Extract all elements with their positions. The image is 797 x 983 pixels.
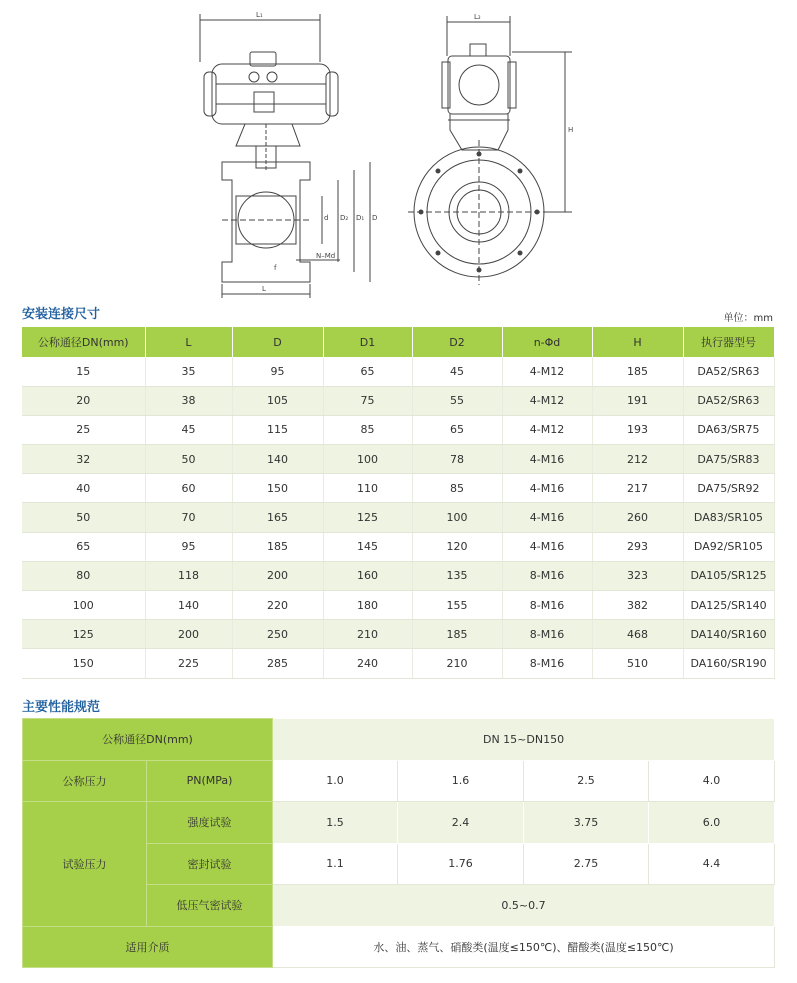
header-n-phid: n-Φd (502, 327, 592, 357)
label-n-md: N–Md (316, 252, 336, 260)
table-row (23, 926, 775, 968)
table-cell: 510 (592, 649, 683, 678)
table-row (22, 591, 774, 620)
table-cell: 185 (232, 532, 323, 561)
seal-test-label: 密封试验 (147, 843, 273, 885)
medium-value: 水、油、蒸气、硝酸类(温度≤150℃)、醋酸类(温度≤150℃) (273, 926, 775, 968)
table-cell: 115 (232, 415, 323, 444)
table-cell: 323 (592, 561, 683, 590)
table-cell: 191 (592, 386, 683, 415)
table-cell: 382 (592, 591, 683, 620)
table-cell: 45 (145, 415, 232, 444)
table-cell: 260 (592, 503, 683, 532)
label-f: f (274, 264, 277, 272)
label-l2: L₂ (474, 13, 481, 21)
strength-value: 1.5 (273, 802, 398, 844)
unit-note: 单位：mm (723, 313, 773, 324)
table-cell: 160 (323, 561, 412, 590)
seal-value: 1.76 (398, 843, 524, 885)
dn-value: DN 15~DN150 (273, 719, 775, 761)
table-cell: 20 (22, 386, 145, 415)
strength-value: 3.75 (524, 802, 649, 844)
table-cell: 4-M12 (502, 357, 592, 386)
section-title-performance: 主要性能规范 (22, 700, 101, 715)
table-cell: 55 (412, 386, 502, 415)
table-cell: 85 (412, 474, 502, 503)
dn-label: 公称通径DN(mm) (23, 719, 273, 761)
table-cell: 135 (412, 561, 502, 590)
table-cell: 118 (145, 561, 232, 590)
table-cell: DA140/SR160 (683, 620, 774, 649)
pn-value: 2.5 (524, 760, 649, 802)
section-title-dimensions: 安装连接尺寸 (22, 307, 101, 322)
table-cell: 125 (323, 503, 412, 532)
table-cell: 4-M16 (502, 532, 592, 561)
table-cell: 185 (412, 620, 502, 649)
table-cell: 140 (232, 445, 323, 474)
valve-body (222, 162, 310, 282)
table-cell: 25 (22, 415, 145, 444)
table-row (22, 415, 774, 444)
table-cell: DA75/SR92 (683, 474, 774, 503)
table-row (23, 719, 775, 761)
header-d2: D2 (412, 327, 502, 357)
table-cell: 75 (323, 386, 412, 415)
table-cell: 65 (22, 532, 145, 561)
table-cell: DA63/SR75 (683, 415, 774, 444)
table-cell: 120 (412, 532, 502, 561)
label-d2: D₂ (340, 214, 349, 222)
table-cell: 50 (145, 445, 232, 474)
table-cell: 217 (592, 474, 683, 503)
table-cell: 85 (323, 415, 412, 444)
table-cell: 65 (323, 357, 412, 386)
table-cell: 225 (145, 649, 232, 678)
table-cell: 468 (592, 620, 683, 649)
pn-value: 4.0 (649, 760, 775, 802)
table-cell: 40 (22, 474, 145, 503)
header-d1: D1 (323, 327, 412, 357)
table-cell: 15 (22, 357, 145, 386)
test-pressure-label: 试验压力 (23, 802, 147, 927)
table-cell: 220 (232, 591, 323, 620)
table-cell: 200 (232, 561, 323, 590)
label-h: H (568, 126, 574, 134)
low-pressure-value: 0.5~0.7 (273, 885, 775, 927)
table-cell: 65 (412, 415, 502, 444)
table-cell: 4-M16 (502, 445, 592, 474)
pn-value: 1.0 (273, 760, 398, 802)
table-cell: 100 (22, 591, 145, 620)
strength-test-label: 强度试验 (147, 802, 273, 844)
table-row (23, 802, 775, 844)
low-pressure-test-label: 低压气密试验 (147, 885, 273, 927)
table-cell: 32 (22, 445, 145, 474)
table-cell: 35 (145, 357, 232, 386)
pressure-label: 公称压力 (23, 760, 147, 802)
table-cell: 150 (232, 474, 323, 503)
table-cell: DA52/SR63 (683, 357, 774, 386)
table-cell: DA83/SR105 (683, 503, 774, 532)
table-cell: 70 (145, 503, 232, 532)
table-cell: DA52/SR63 (683, 386, 774, 415)
seal-value: 2.75 (524, 843, 649, 885)
table-cell: DA125/SR140 (683, 591, 774, 620)
actuator-body (212, 64, 330, 124)
table-cell: 212 (592, 445, 683, 474)
label-small-d: d (324, 214, 329, 222)
table-cell: 50 (22, 503, 145, 532)
table-cell: 78 (412, 445, 502, 474)
table-cell: 240 (323, 649, 412, 678)
table-cell: 105 (232, 386, 323, 415)
seal-value: 1.1 (273, 843, 398, 885)
table-cell: 8-M16 (502, 591, 592, 620)
table-cell: 145 (323, 532, 412, 561)
table-cell: 4-M16 (502, 503, 592, 532)
table-cell: 155 (412, 591, 502, 620)
table-cell: 100 (412, 503, 502, 532)
label-d1: D₁ (356, 214, 365, 222)
table-cell: 60 (145, 474, 232, 503)
table-cell: 125 (22, 620, 145, 649)
performance-table (22, 718, 775, 968)
pn-value: 1.6 (398, 760, 524, 802)
dimensions-table (22, 327, 775, 679)
strength-value: 6.0 (649, 802, 775, 844)
table-row (23, 760, 775, 802)
table-cell: 8-M16 (502, 649, 592, 678)
valve-technical-drawing (0, 0, 797, 300)
table-cell: DA75/SR83 (683, 445, 774, 474)
table-cell: DA105/SR125 (683, 561, 774, 590)
table-row (22, 445, 774, 474)
medium-label: 适用介质 (23, 926, 273, 968)
table-cell: 285 (232, 649, 323, 678)
pn-label: PN(MPa) (147, 760, 273, 802)
table-cell: 185 (592, 357, 683, 386)
table-cell: 165 (232, 503, 323, 532)
table-cell: 140 (145, 591, 232, 620)
table-cell: 95 (232, 357, 323, 386)
table-header-row (22, 327, 774, 357)
table-cell: 8-M16 (502, 620, 592, 649)
table-row (22, 386, 774, 415)
table-cell: 8-M16 (502, 561, 592, 590)
table-row (22, 474, 774, 503)
label-d: D (372, 214, 378, 222)
table-cell: 293 (592, 532, 683, 561)
table-cell: 200 (145, 620, 232, 649)
table-row (22, 503, 774, 532)
header-h: H (592, 327, 683, 357)
header-actuator-model: 执行器型号 (683, 327, 774, 357)
table-cell: 100 (323, 445, 412, 474)
header-d: D (232, 327, 323, 357)
seal-value: 4.4 (649, 843, 775, 885)
table-cell: 80 (22, 561, 145, 590)
table-cell: 4-M12 (502, 415, 592, 444)
table-cell: 150 (22, 649, 145, 678)
header-dn: 公称通径DN(mm) (22, 327, 145, 357)
table-cell: 250 (232, 620, 323, 649)
table-cell: 210 (412, 649, 502, 678)
header-l: L (145, 327, 232, 357)
table-cell: 180 (323, 591, 412, 620)
table-cell: DA160/SR190 (683, 649, 774, 678)
valve-drawing-svg (0, 0, 797, 300)
table-cell: DA92/SR105 (683, 532, 774, 561)
label-l: L (262, 285, 266, 293)
table-cell: 110 (323, 474, 412, 503)
table-row (22, 620, 774, 649)
table-row (22, 561, 774, 590)
table-cell: 4-M16 (502, 474, 592, 503)
table-cell: 38 (145, 386, 232, 415)
table-cell: 210 (323, 620, 412, 649)
strength-value: 2.4 (398, 802, 524, 844)
dimensions-table-body (22, 357, 774, 678)
table-row (22, 649, 774, 678)
table-row (22, 357, 774, 386)
table-cell: 193 (592, 415, 683, 444)
label-l1: L₁ (256, 11, 263, 19)
table-row (22, 532, 774, 561)
table-cell: 95 (145, 532, 232, 561)
table-cell: 45 (412, 357, 502, 386)
table-cell: 4-M12 (502, 386, 592, 415)
